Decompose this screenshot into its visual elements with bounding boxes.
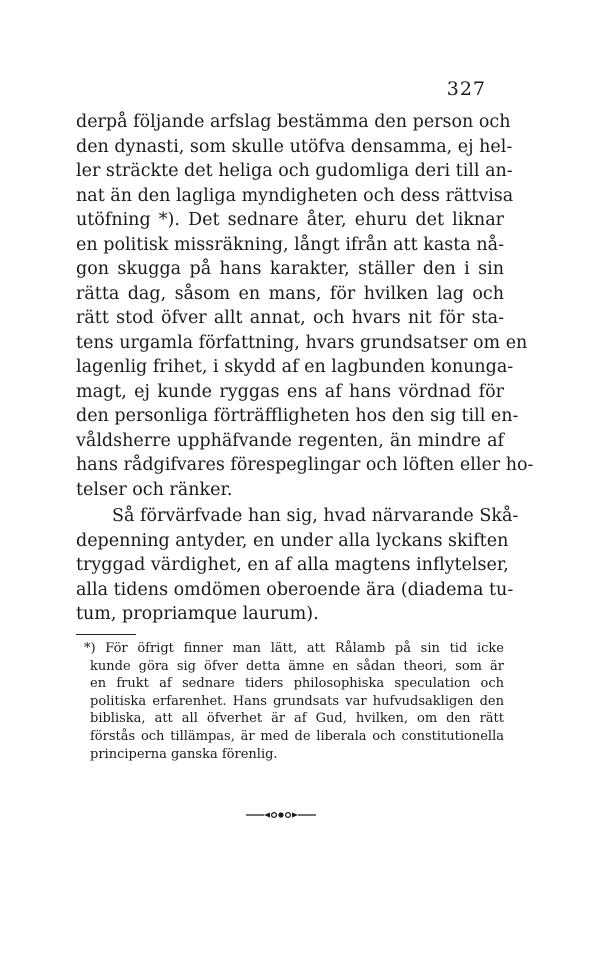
text-line: depenning antyder, en under alla lyckans skiften xyxy=(76,530,509,551)
text-line: den personliga förträffligheten hos den sig till en- xyxy=(76,406,519,426)
text-line: Så förvärfvade han sig, hvad närvarande Skå- xyxy=(112,506,519,526)
text-line: ler sträckte det heliga och gudomliga deri till an- xyxy=(76,161,513,181)
text-line: tens urgamla författning, hvars grundsatser om en xyxy=(76,332,528,353)
footnote-line: principerna ganska förenlig. xyxy=(90,746,278,762)
text-line: rätta dag, såsom en mans, för hvilken lag och xyxy=(76,283,504,304)
text-line: magt, ej kunde ryggas ens af hans vördnad för xyxy=(76,381,504,402)
paragraph-2 xyxy=(76,504,519,627)
text-line: tum, propriamque laurum). xyxy=(76,604,319,624)
footnote-line: *) För öfrigt finner man lätt, att Rålamb på sin tid icke xyxy=(84,641,504,656)
footnote-line: kunde göra sig öfver detta ämne en sådan theori, som är xyxy=(90,658,504,674)
text-line: hans rådgifvares förespeglingar och löften eller ho- xyxy=(76,455,534,475)
footnote-line: en frukt af sednare tiders philosophiska speculation och xyxy=(90,676,504,692)
text-line: nat än den lagliga myndigheten och dess rättvisa xyxy=(76,185,514,206)
text-line: telser och ränker. xyxy=(76,479,233,500)
footnote-line: bibliska, att all öfverhet är af Gud, hvilken, om den rätt xyxy=(90,711,504,727)
footnote xyxy=(76,640,504,763)
text-line: gon skugga på hans karakter, ställer den i sin xyxy=(76,259,504,279)
footnote-separator xyxy=(76,634,136,635)
text-line: derpå följande arfslag bestämma den person och xyxy=(76,112,511,132)
paragraph-1 xyxy=(76,110,534,502)
text-line: en politisk missräkning, långt ifrån att kasta nå- xyxy=(76,234,504,255)
text-line: rätt stod öfver allt annat, och hvars nit för sta- xyxy=(76,308,504,328)
text-line: utöfning *). Det sednare åter, ehuru det liknar xyxy=(76,210,504,230)
text-line: våldsherre upphäfvande regenten, än mindre af xyxy=(76,430,504,451)
footnote-line: politiska erfarenhet. Hans grundsats var hufvudsakligen den xyxy=(90,693,504,709)
text-line: alla tidens omdömen oberoende ära (diadema tu- xyxy=(76,579,514,600)
text-line: den dynasti, som skulle utöfva densamma, ej hel- xyxy=(76,136,513,157)
page-number: 327 xyxy=(446,78,486,100)
text-line: lagenlig frihet, i skydd af en lagbunden konunga- xyxy=(76,357,514,377)
text-line: tryggad värdighet, en af alla magtens inflytelser, xyxy=(76,555,509,575)
footnote-line: förstås och tillämpas, är med de liberala och constitutionella xyxy=(90,728,504,744)
end-ornament-icon xyxy=(246,810,316,820)
